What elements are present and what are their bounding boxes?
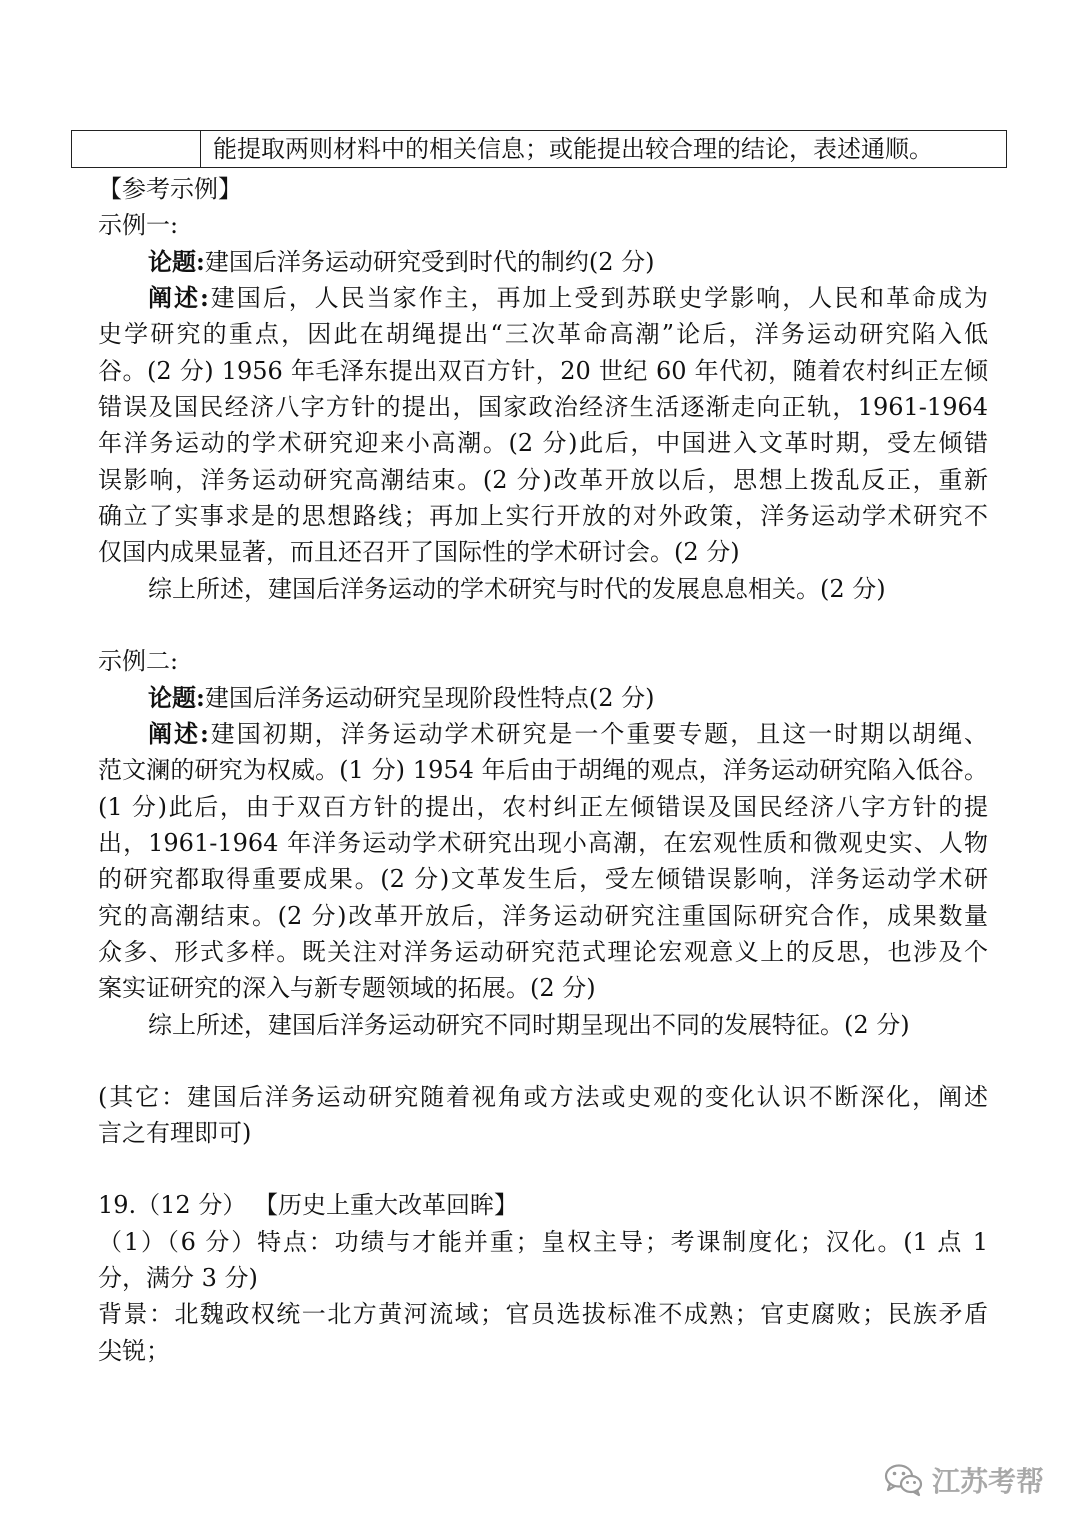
other-note-line: (其它：建国后洋务运动研究随着视角或方法或史观的变化认识不断深化，阐述 <box>98 1083 988 1111</box>
example-one-elaboration-line: 仅国内成果显著，而且还召开了国际性的学术研讨会。(2 分) <box>98 538 740 566</box>
other-note-line: 言之有理即可) <box>98 1119 252 1147</box>
example-two-elaboration-line: 众多、形式多样。既关注对洋务运动研究范式理论宏观意义上的反思，也涉及个 <box>98 938 988 966</box>
example-one-elaboration-line: 确立了实事求是的思想路线；再加上实行开放的对外政策，洋务运动学术研究不 <box>98 502 988 530</box>
example-two-elaboration-line: 范文澜的研究为权威。(1 分) 1954 年后由于胡绳的观点，洋务运动研究陷入低谷。 <box>98 756 988 784</box>
example-one-elaboration-line: 年洋务运动的学术研究迎来小高潮。(2 分)此后，中国进入文革时期，受左倾错 <box>98 429 988 457</box>
elaboration-label: 阐述: <box>148 719 209 748</box>
example-two-elaboration-line: 阐述:建国初期，洋务运动学术研究是一个重要专题，且这一时期以胡绳、 <box>148 719 989 748</box>
table-empty-cell <box>72 131 201 167</box>
example-two-elaboration-line: 究的高潮结束。(2 分)改革开放后，洋务运动研究注重国际研究合作，成果数量 <box>98 902 988 930</box>
example-one-elaboration-line: 阐述:建国后，人民当家作主，再加上受到苏联史学影响，人民和革命成为 <box>148 283 989 312</box>
question-19-line: （1）（6 分）特点：功绩与才能并重；皇权主导；考课制度化；汉化。(1 点 1 <box>98 1228 988 1256</box>
elaboration-label: 阐述: <box>148 283 209 312</box>
question-19-heading: 19.（12 分） 【历史上重大改革回眸】 <box>98 1191 518 1219</box>
example-one-elaboration-line: 误影响，洋务运动研究高潮结束。(2 分)改革开放以后，思想上拨乱反正，重新 <box>98 466 988 494</box>
wechat-icon <box>884 1463 924 1497</box>
example-one-thesis <box>148 244 988 280</box>
example-two-elaboration-line: 案实证研究的深入与新专题领域的拓展。(2 分) <box>98 974 596 1002</box>
thesis-label: 论题: <box>148 683 205 712</box>
example-two-elaboration-line: 的研究都取得重要成果。(2 分)文革发生后，受左倾错误影响，洋务运动学术研 <box>98 865 988 893</box>
question-19-line: 尖锐； <box>98 1337 170 1365</box>
table-text-cell: 能提取两则材料中的相关信息；或能提出较合理的结论，表述通顺。 <box>213 135 933 163</box>
question-19-line: 分，满分 3 分) <box>98 1264 258 1292</box>
example-two-elaboration-line: (1 分)此后，由于双百方针的提出，农村纠正左倾错误及国民经济八字方针的提 <box>98 793 988 821</box>
watermark <box>884 1460 1044 1500</box>
example-one-summary: 综上所述，建国后洋务运动的学术研究与时代的发展息息相关。(2 分) <box>148 575 886 603</box>
watermark-text: 江苏考帮 <box>931 1465 1044 1498</box>
example-two-thesis <box>148 680 988 716</box>
example-two-summary: 综上所述，建国后洋务运动研究不同时期呈现出不同的发展特征。(2 分) <box>148 1011 910 1039</box>
reference-heading: 【参考示例】 <box>98 175 242 203</box>
example-two-heading: 示例二: <box>98 647 179 675</box>
thesis-label: 论题: <box>148 247 205 276</box>
example-one-heading: 示例一: <box>98 211 179 239</box>
thesis-text: 建国后洋务运动研究呈现阶段性特点(2 分) <box>204 684 655 712</box>
scoring-table-row <box>71 130 1007 168</box>
question-19-line: 背景：北魏政权统一北方黄河流域；官员选拔标准不成熟；官吏腐败；民族矛盾 <box>98 1300 988 1328</box>
example-one-elaboration-line: 谷。(2 分) 1956 年毛泽东提出双百方针，20 世纪 60 年代初，随着农村纠正左倾 <box>98 357 988 385</box>
example-two-elaboration-line: 出，1961-1964 年洋务运动学术研究出现小高潮，在宏观性质和微观史实、人物 <box>98 829 988 857</box>
example-one-elaboration-line: 史学研究的重点，因此在胡绳提出“三次革命高潮”论后，洋务运动研究陷入低 <box>98 320 988 348</box>
example-one-elaboration-line: 错误及国民经济八字方针的提出，国家政治经济生活逐渐走向正轨，1961-1964 <box>98 393 988 421</box>
thesis-text: 建国后洋务运动研究受到时代的制约(2 分) <box>204 248 655 276</box>
